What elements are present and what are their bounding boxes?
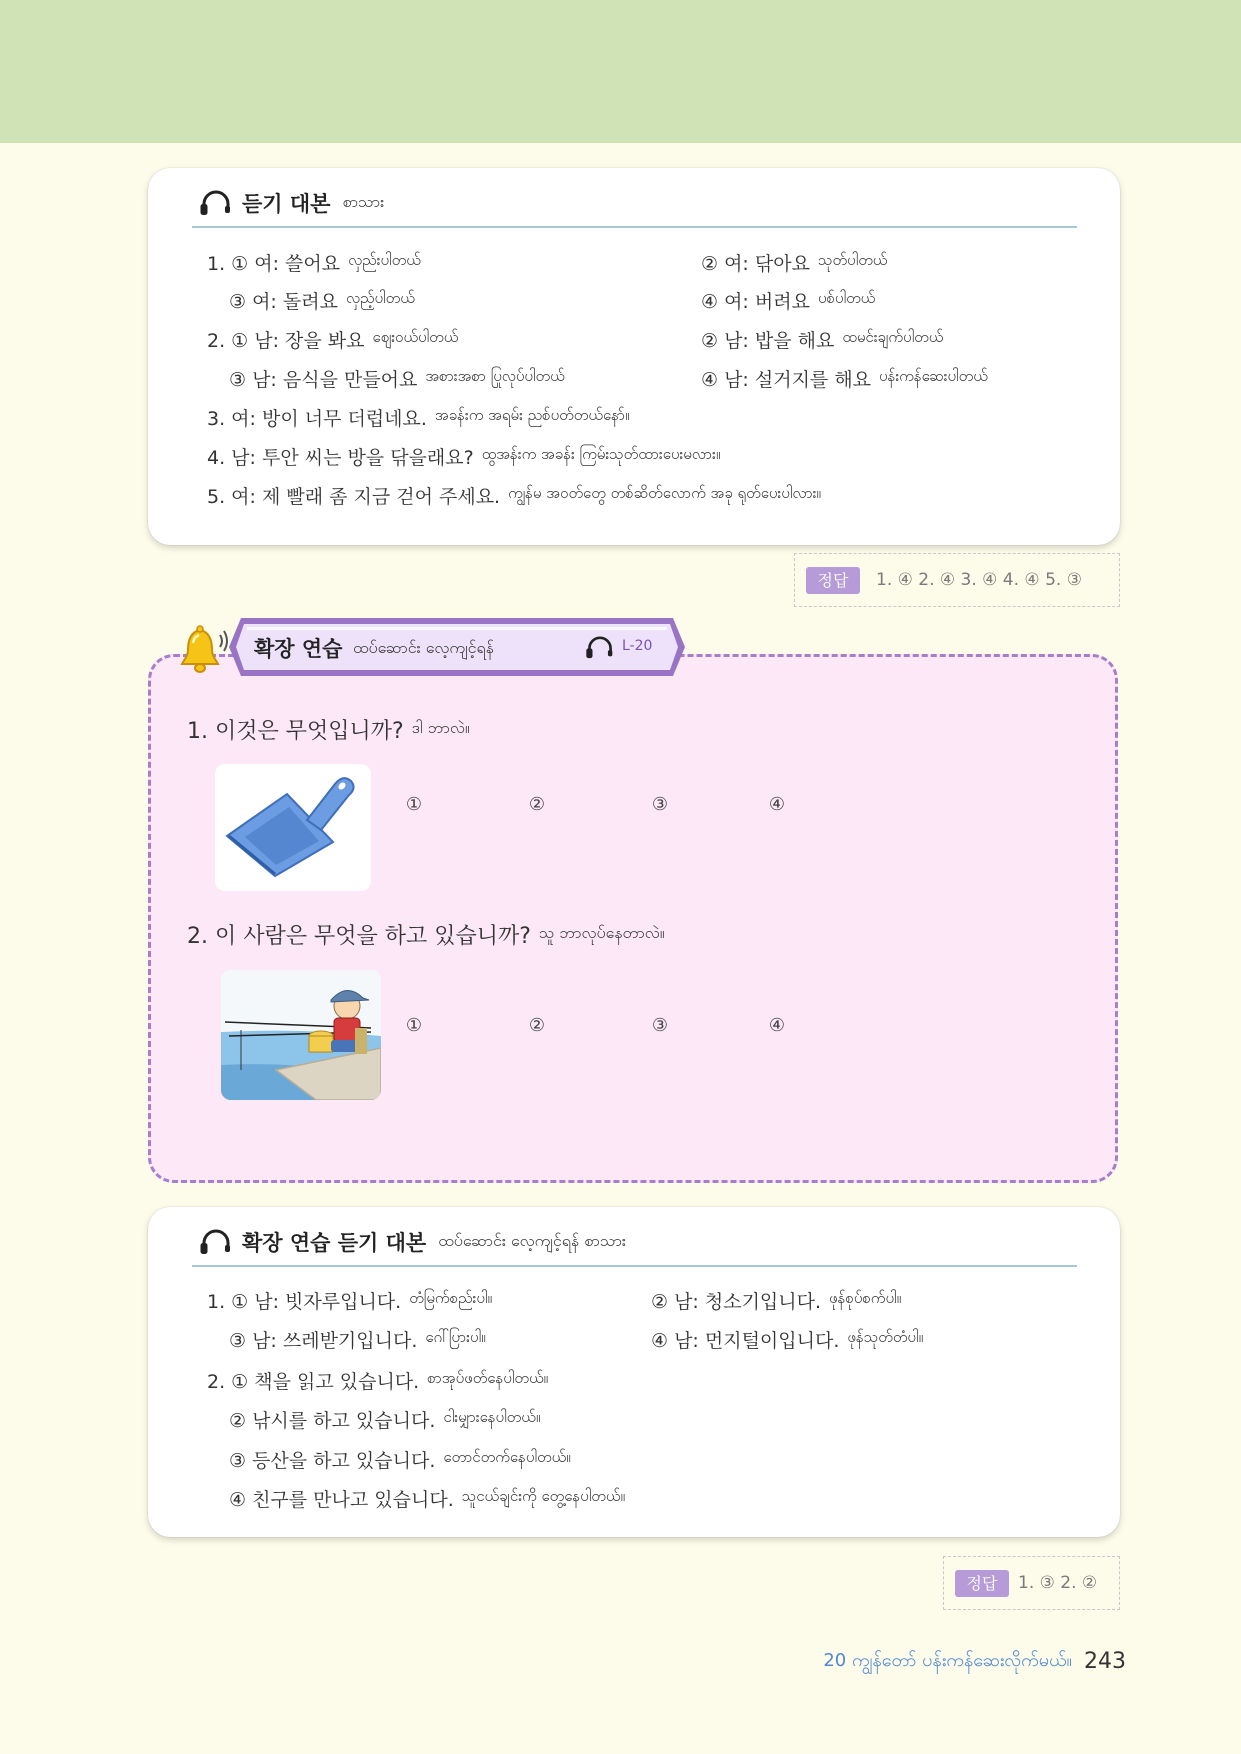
script-line [207, 401, 630, 433]
script-line [207, 1284, 492, 1316]
line-translation: ဖုန်သုတ်တံပါ။ [847, 1328, 924, 1346]
question-translation: ဒါ ဘာလဲ။ [411, 718, 470, 737]
answer-text: 1. ③ 2. ② [1018, 1573, 1098, 1593]
script-line [651, 1323, 923, 1355]
line-korean: ② 남: 밥을 해요 [701, 329, 835, 352]
choice-3: ③ [651, 1015, 669, 1036]
answer-badge: 정답 [806, 567, 860, 594]
card-title: 듣기 대본 [242, 192, 331, 216]
line-korean: ③ 남: 쓰레받기입니다. [229, 1329, 418, 1352]
answer-box [943, 1556, 1120, 1610]
choice-2: ② [528, 794, 546, 815]
header-divider [192, 1265, 1077, 1267]
page-footer [823, 1648, 1126, 1675]
line-translation: သုတ်ပါတယ် [817, 251, 888, 269]
line-korean: ④ 친구를 만나고 있습니다. [229, 1488, 454, 1511]
question-korean: 1. 이것은 무엇입니까? [187, 718, 404, 744]
audio-track-label: L-20 [622, 638, 653, 654]
line-translation: တောင်တက်နေပါတယ်။ [443, 1448, 571, 1466]
card-title: 확장 연습 듣기 대본 [242, 1231, 427, 1255]
practice-tab [229, 618, 685, 676]
script-line [701, 362, 988, 394]
line-korean: 5. 여: 제 빨래 좀 지금 걷어 주세요. [207, 485, 501, 508]
line-translation: အခန်းက အရမ်း ညစ်ပတ်တယ်နော်။ [434, 406, 630, 424]
line-translation: တံမြက်စည်းပါ။ [409, 1289, 493, 1307]
line-korean: 3. 여: 방이 너무 더럽네요. [207, 407, 427, 430]
question-1 [187, 713, 470, 745]
card-header [199, 1224, 626, 1260]
headphones-icon [199, 1228, 233, 1256]
top-color-band [0, 0, 1241, 143]
card-title-translation: စာသား [342, 192, 385, 211]
practice-title: 확장 연습 [254, 637, 343, 661]
answer-text: 1. ④ 2. ④ 3. ④ 4. ④ 5. ③ [876, 570, 1082, 590]
script-line [651, 1284, 901, 1316]
fishing-image [221, 970, 381, 1100]
script-line [229, 284, 415, 316]
question-korean: 2. 이 사람은 무엇을 하고 있습니까? [187, 923, 531, 949]
line-translation: သူငယ်ချင်းကို တွေ့နေပါတယ်။ [461, 1487, 626, 1505]
line-korean: 4. 남: 투안 씨는 방을 닦을래요? [207, 446, 474, 469]
script-line [229, 1482, 625, 1514]
choice-1: ① [405, 794, 423, 815]
line-korean: ② 여: 닦아요 [701, 252, 810, 275]
chapter-title: 20 ကျွန်တော် ပန်းကန်ဆေးလိုက်မယ်။ [823, 1650, 1072, 1671]
script-line [701, 246, 887, 278]
line-translation: ဂေါ်ပြားပါ။ [425, 1328, 486, 1346]
header-divider [192, 226, 1077, 228]
line-korean: ③ 등산을 하고 있습니다. [229, 1449, 436, 1472]
line-korean: 1. ① 여: 쓸어요 [207, 252, 341, 275]
script-line [207, 246, 421, 278]
answer-badge: 정답 [955, 1570, 1009, 1597]
line-translation: ပစ်ပါတယ် [817, 289, 876, 307]
line-translation: ထမင်းချက်ပါတယ် [842, 328, 944, 346]
question-translation: သူ ဘာလုပ်နေတာလဲ။ [538, 923, 665, 942]
card-header [199, 185, 384, 221]
choice-4: ④ [768, 1015, 786, 1036]
line-korean: ④ 여: 버려요 [701, 290, 810, 313]
line-korean: ③ 여: 돌려요 [229, 290, 338, 313]
choice-2: ② [528, 1015, 546, 1036]
practice-script-card [148, 1207, 1120, 1537]
headphones-icon [199, 189, 233, 217]
practice-title-translation: ထပ်ဆောင်း လေ့ကျင့်ရန် [353, 638, 494, 657]
card-title-translation: ထပ်ဆောင်း လေ့ကျင့်ရန် စာသား [438, 1231, 626, 1250]
line-translation: ထွအန်းက အခန်း ကြမ်းသုတ်ထားပေးမလား။ [481, 445, 721, 463]
line-translation: စာအုပ်ဖတ်နေပါတယ်။ [427, 1369, 549, 1387]
script-line [207, 323, 458, 355]
listening-script-card [148, 168, 1120, 545]
line-translation: ကျွန်မ အဝတ်တွေ တစ်ဆိတ်လောက် အခု ရုတ်ပေးပါလား။ [508, 484, 821, 502]
script-line [701, 284, 875, 316]
line-translation: လှည့်ပါတယ် [345, 289, 415, 307]
dustpan-image [215, 764, 371, 891]
script-line [207, 440, 720, 472]
line-korean: ③ 남: 음식을 만들어요 [229, 368, 418, 391]
line-korean: 2. ① 책을 읽고 있습니다. [207, 1370, 420, 1393]
line-korean: ④ 남: 먼지털이입니다. [651, 1329, 840, 1352]
choice-4: ④ [768, 794, 786, 815]
line-translation: ငါးမျှားနေပါတယ်။ [443, 1408, 541, 1426]
script-line [229, 362, 565, 394]
script-line [207, 1364, 548, 1396]
script-line [229, 1323, 486, 1355]
choice-1: ① [405, 1015, 423, 1036]
line-korean: ② 남: 청소기입니다. [651, 1290, 822, 1313]
page-number: 243 [1084, 1649, 1126, 1674]
line-korean: 1. ① 남: 빗자루입니다. [207, 1290, 402, 1313]
line-translation: ပန်းကန်ဆေးပါတယ် [879, 367, 988, 385]
line-translation: အစားအစာ ပြုလုပ်ပါတယ် [425, 367, 565, 385]
line-translation: လှည်းပါတယ် [348, 251, 421, 269]
answer-box [794, 553, 1120, 607]
script-line [701, 323, 943, 355]
line-translation: ဖုန်စုပ်စက်ပါ။ [829, 1289, 902, 1307]
question-2 [187, 918, 665, 950]
headphones-icon [585, 635, 615, 660]
choice-3: ③ [651, 794, 669, 815]
script-line [207, 479, 821, 511]
line-korean: 2. ① 남: 장을 봐요 [207, 329, 365, 352]
script-line [229, 1403, 540, 1435]
line-translation: ဈေးဝယ်ပါတယ် [372, 328, 459, 346]
line-korean: ④ 남: 설거지를 해요 [701, 368, 872, 391]
line-korean: ② 낚시를 하고 있습니다. [229, 1409, 436, 1432]
bell-icon [179, 623, 229, 675]
script-line [229, 1443, 571, 1475]
